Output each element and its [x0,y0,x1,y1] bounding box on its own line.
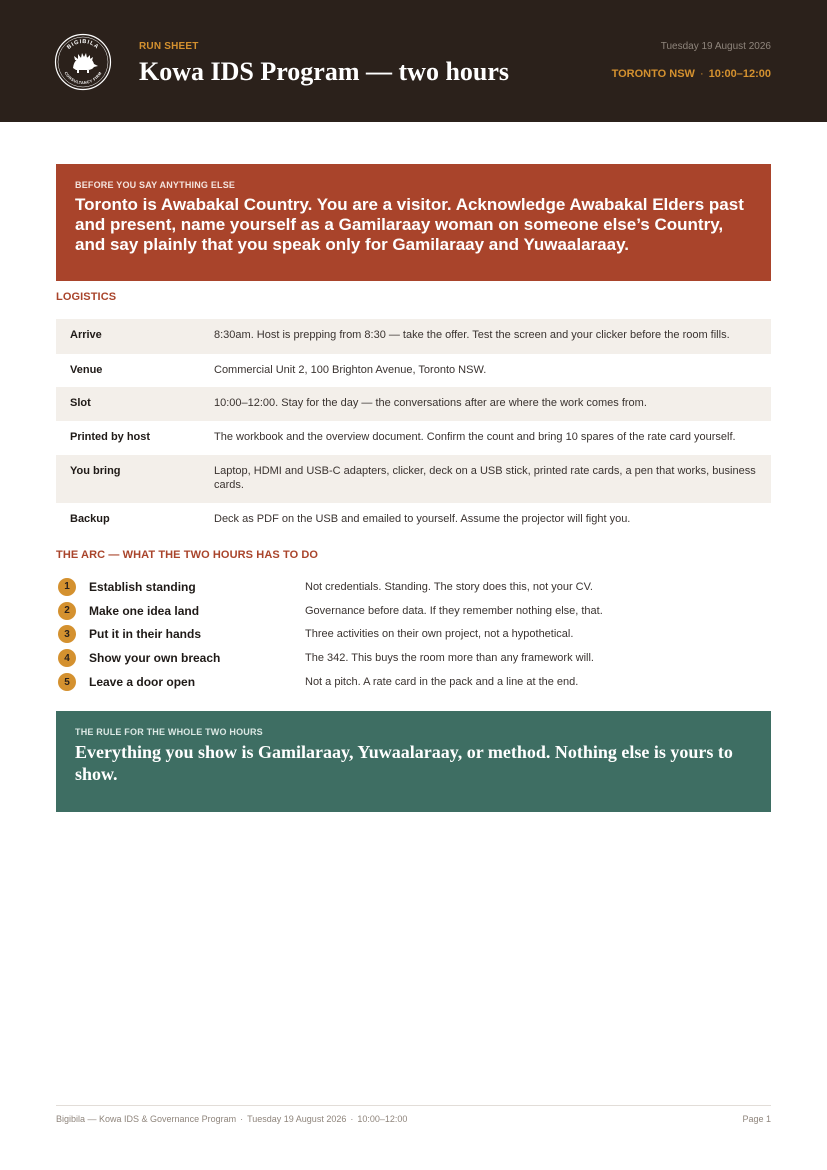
logistics-key: Backup [70,513,110,525]
event-location: TORONTO NSW [611,68,695,80]
arc-item-description: Governance before data. If they remember nothing else, that. [305,604,603,617]
logo-top-text: BIGIBILA [66,38,100,51]
arc-item-title: Make one idea land [89,603,200,618]
logistics-value: Deck as PDF on the USB and emailed to yourself. Assume the projector will fight you. [214,513,631,525]
logistics-key: Venue [70,364,103,376]
logistics-row-venue [56,354,771,387]
echidna-icon [73,53,98,73]
arc-item [58,670,773,694]
echidna-logo [54,33,112,91]
footer-time: 10:00–12:00 [357,1114,408,1124]
arc-number-badge: 3 [58,625,76,643]
logistics-row-you-bring [56,455,771,503]
arc-number-badge: 1 [58,578,76,596]
event-date: Tuesday 19 August 2026 [660,41,771,52]
logistics-table [56,319,771,535]
event-location-time [612,68,771,80]
acknowledgement-text: Toronto is Awabakal Country. You are a visitor. Acknowledge Awabakal Elders past and present, name yourself as a Gamilaraay woman on someone else’s Country, and say plainly that you speak only for Gamilaraay and Yuwaalaraay. [75,195,744,254]
footer-date: Tuesday 19 August 2026 [247,1114,347,1124]
arc-number-badge: 5 [58,673,76,691]
separator-dot: · [240,1114,244,1124]
svg-text:BIGIBILA [66,39,100,51]
arc-number-badge: 2 [58,602,76,620]
arc-heading: THE ARC — WHAT THE TWO HOURS HAS TO DO [56,549,319,561]
logistics-row-slot [56,387,771,421]
logistics-key: Arrive [70,329,102,341]
arc-item-title: Establish standing [89,579,196,594]
logo-bottom-text: CONSULTANCY FIRM [63,71,103,86]
logistics-row-arrive [56,319,771,354]
run-sheet-eyebrow: RUN SHEET [139,41,199,52]
rule-callout [56,711,771,812]
footer-divider [56,1105,771,1106]
arc-item [58,646,773,670]
logistics-value: 8:30am. Host is prepping from 8:30 — take the offer. Test the screen and your clicker before the room fills. [214,329,730,341]
logistics-row-printed-by-host [56,421,771,455]
logistics-value: 10:00–12:00. Stay for the day — the conversations after are where the work comes from. [214,397,647,409]
page-number: Page 1 [742,1114,771,1124]
arc-number-badge: 4 [58,649,76,667]
arc-item-description: The 342. This buys the room more than any framework will. [305,652,594,665]
rule-text: Everything you show is Gamilaraay, Yuwaalaraay, or method. Nothing else is yours to show. [75,742,733,784]
acknowledgement-callout [56,164,771,281]
logistics-row-backup [56,503,771,535]
arc-item-description: Not credentials. Standing. The story does this, not your CV. [305,580,593,593]
header-banner [0,0,827,122]
rule-label: THE RULE FOR THE WHOLE TWO HOURS [75,727,263,737]
event-time: 10:00–12:00 [708,68,771,80]
footer-program: Bigibila — Kowa IDS & Governance Program [56,1114,237,1124]
logistics-key: You bring [70,465,121,477]
logistics-key: Slot [70,397,91,409]
separator-dot: · [350,1114,354,1124]
acknowledgement-label: BEFORE YOU SAY ANYTHING ELSE [75,180,236,190]
arc-item [58,575,773,599]
page-title: Kowa IDS Program — two hours [139,57,510,86]
arc-item [58,599,773,623]
footer-info [56,1114,407,1124]
logistics-value: Laptop, HDMI and USB-C adapters, clicker, deck on a USB stick, printed rate cards, a pen that works, business cards. [214,465,756,491]
arc-item-description: Not a pitch. A rate card in the pack and a line at the end. [305,676,579,689]
arc-item-title: Put it in their hands [89,627,202,642]
logistics-value: The workbook and the overview document. Confirm the count and bring 10 spares of the rate card yourself. [214,431,736,443]
separator-dot: · [699,68,704,80]
logistics-heading: LOGISTICS [56,291,117,303]
arc-item-description: Three activities on their own project, not a hypothetical. [305,628,574,641]
arc-item-title: Show your own breach [89,651,221,666]
arc-item [58,623,773,647]
arc-item-title: Leave a door open [89,675,196,690]
arc-list [58,575,773,694]
logistics-key: Printed by host [70,431,151,443]
logistics-value: Commercial Unit 2, 100 Brighton Avenue, Toronto NSW. [214,364,487,376]
